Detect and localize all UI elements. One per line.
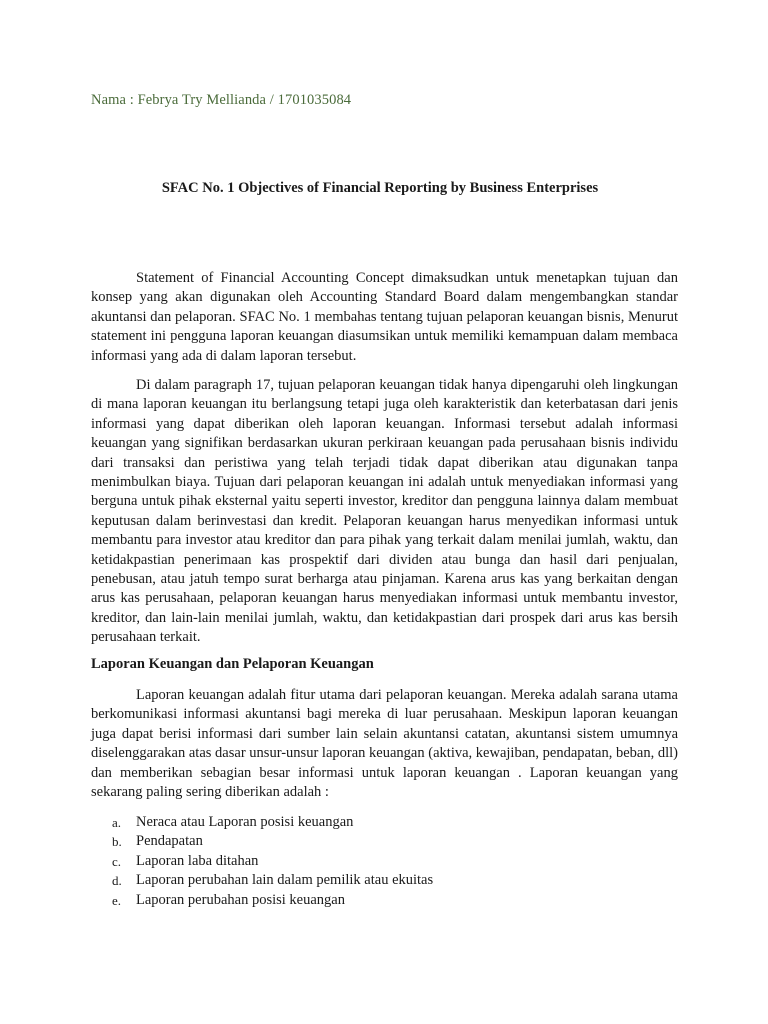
list-item-text: Neraca atau Laporan posisi keuangan bbox=[136, 814, 354, 830]
list-item bbox=[112, 891, 433, 910]
list-marker: c. bbox=[112, 853, 122, 869]
list-item bbox=[112, 871, 433, 890]
section-heading: Laporan Keuangan dan Pelaporan Keuangan bbox=[91, 656, 374, 672]
paragraph-intro: Statement of Financial Accounting Concept dimaksudkan untuk menetapkan tujuan dan konsep yang akan digunakan oleh Accounting Standard Board dalam mengembangkan standar akuntansi dan pelaporan. SFAC No. 1 membahas tentang tujuan pelaporan keuangan bisnis, Menurut statement ini pengguna laporan keuangan diasumsikan untuk memiliki kemampuan dalam membaca informasi yang ada di dalam laporan tersebut. bbox=[91, 270, 678, 364]
paragraph-financial-statements: Laporan keuangan adalah fitur utama dari pelaporan keuangan. Mereka adalah sarana utama berkomunikasi informasi akuntansi bagi mereka di luar perusahaan. Meskipun laporan keuangan juga dapat berisi informasi dari sumber lain selain akuntansi catatan, akuntansi sistem umumnya diselenggarakan atas dasar unsur-unsur laporan keuangan (aktiva, kewajiban, pendapatan, beban, dll) dan memberikan sebagian besar informasi untuk laporan keuangan . Laporan keuangan yang sekarang paling sering diberikan adalah : bbox=[91, 687, 678, 801]
list-item bbox=[112, 813, 433, 832]
list-marker: a. bbox=[112, 815, 122, 830]
author-name-line: Nama : Febrya Try Mellianda / 1701035084 bbox=[91, 92, 352, 108]
list-marker: b. bbox=[112, 834, 122, 850]
paragraph-objectives: Di dalam paragraph 17, tujuan pelaporan keuangan tidak hanya dipengaruhi oleh lingkungan di mana laporan keuangan itu berlangsung tetapi juga oleh karakteristik dan keterbatasan dari jenis informasi yang dapat diberikan oleh laporan keuangan. Informasi tersebut adalah informasi keuangan yang signifikan berdasarkan ukuran perkiraan keuangan pada perusahaan bisnis individu dari transaksi dan peristiwa yang telah terjadi tidak dapat diberikan atau digunakan tanpa menimbulkan biaya. Tujuan dari pelaporan keuangan ini adalah untuk menyediakan informasi yang berguna untuk pihak eksternal yaitu seperti investor, kreditor dan pengguna lainnya dalam membuat keputusan dalam berinvestasi dan kredit. Pelaporan keuangan harus menyedikan informasi untuk membantu para investor atau kreditor dan para pihak yang terkait dalam menilai jumlah, waktu, dan ketidakpastian penerimaan kas prospektif dari dividen atau bunga dan hasil dari penjualan, penebusan, atau jatuh tempo surat berharga atau pinjaman. Karena arus kas yang berkaitan dengan arus kas perusahaan, pelaporan keuangan harus menyediakan informasi untuk membantu investor, kreditor, dan lain-lain menilai jumlah, waktu, dan ketidakpastian dari prospek dari arus kas bersih perusahaan terkait. bbox=[91, 377, 678, 646]
document-title: SFAC No. 1 Objectives of Financial Reporting by Business Enterprises bbox=[161, 180, 599, 196]
list-item-text: Laporan laba ditahan bbox=[136, 852, 259, 869]
statement-list bbox=[112, 813, 433, 910]
list-item bbox=[112, 852, 433, 871]
list-marker: d. bbox=[112, 873, 122, 889]
list-item-text: Laporan perubahan posisi keuangan bbox=[136, 891, 345, 908]
list-item-text: Laporan perubahan lain dalam pemilik atau ekuitas bbox=[136, 872, 434, 889]
list-item bbox=[112, 832, 433, 851]
list-item-text: Pendapatan bbox=[136, 833, 203, 850]
list-marker: e. bbox=[112, 892, 122, 908]
